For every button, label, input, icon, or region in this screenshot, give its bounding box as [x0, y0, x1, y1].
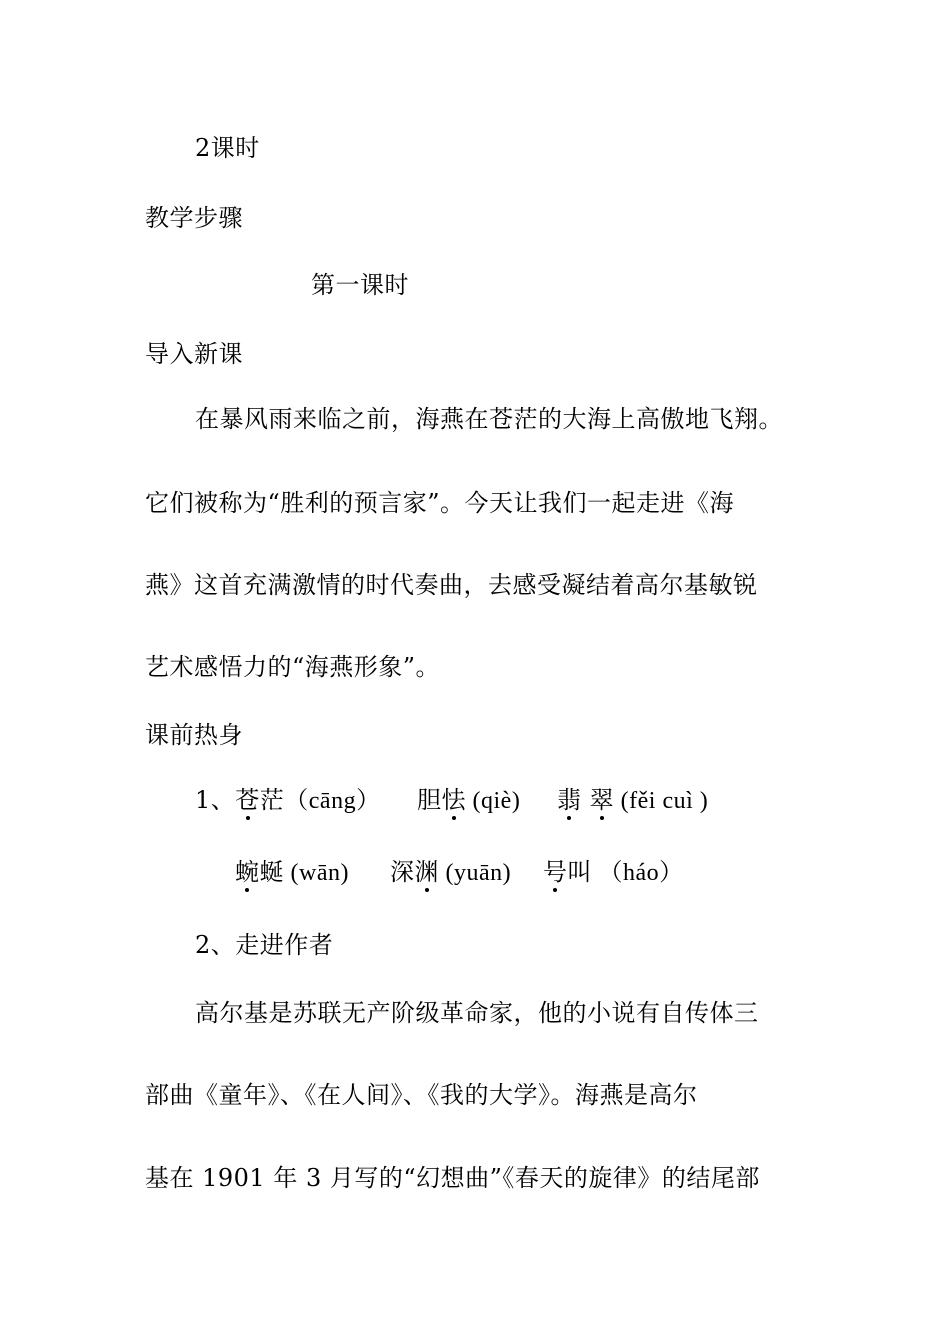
warmup-heading: 课前热身: [145, 721, 243, 749]
intro-paragraph-line-1: 在暴风雨来临之前，海燕在苍茫的大海上高傲地飞翔。: [195, 405, 783, 433]
vocab-item-number: 1、: [195, 786, 236, 814]
vocab-dotted-char: 渊: [414, 858, 439, 886]
class-hours: 2课时: [195, 134, 260, 162]
vocab-dotted-char: 翠: [589, 786, 615, 814]
vocab-dotted-char: 号: [543, 858, 568, 886]
first-period-heading: 第一课时: [311, 271, 409, 299]
vocab-line-1: [195, 785, 381, 816]
vocab-word-5: 深渊 (yuān): [390, 858, 512, 886]
intro-heading: 导入新课: [145, 340, 243, 368]
vocab-word-1: 茫（cāng）: [259, 788, 381, 814]
vocab-word-6: 号叫 （háo）: [543, 858, 684, 886]
intro-paragraph-line-3: 燕》这首充满激情的时代奏曲，去感受凝结着高尔基敏锐: [145, 571, 758, 599]
vocab-word-2: 胆怯 (qiè): [417, 786, 521, 814]
author-paragraph-line-1: 高尔基是苏联无产阶级革命家，他的小说有自传体三: [195, 999, 759, 1027]
intro-paragraph-line-2: 它们被称为“胜利的预言家”。今天让我们一起走进《海: [145, 489, 735, 517]
intro-paragraph-line-4: 艺术感悟力的“海燕形象”。: [145, 653, 441, 681]
vocab-dotted-char: 苍: [235, 786, 260, 814]
vocab-dotted-char: 蜿: [235, 858, 260, 886]
vocab-dotted-char: 翡: [557, 786, 582, 814]
author-paragraph-line-2: 部曲《童年》、《在人间》、《我的大学》。海燕是高尔: [145, 1081, 698, 1109]
author-section-heading: 2、走进作者: [195, 931, 334, 959]
vocab-dotted-char: 怯: [441, 786, 466, 814]
author-paragraph-line-3: 基在 1901 年 3 月写的“幻想曲”《春天的旋律》的结尾部: [145, 1164, 760, 1192]
vocab-word-4: 蜿蜒 (wān): [235, 858, 349, 886]
teaching-steps-heading: 教学步骤: [145, 204, 243, 232]
vocab-word-3: 翡 翠 (fěi cuì ): [557, 786, 709, 814]
